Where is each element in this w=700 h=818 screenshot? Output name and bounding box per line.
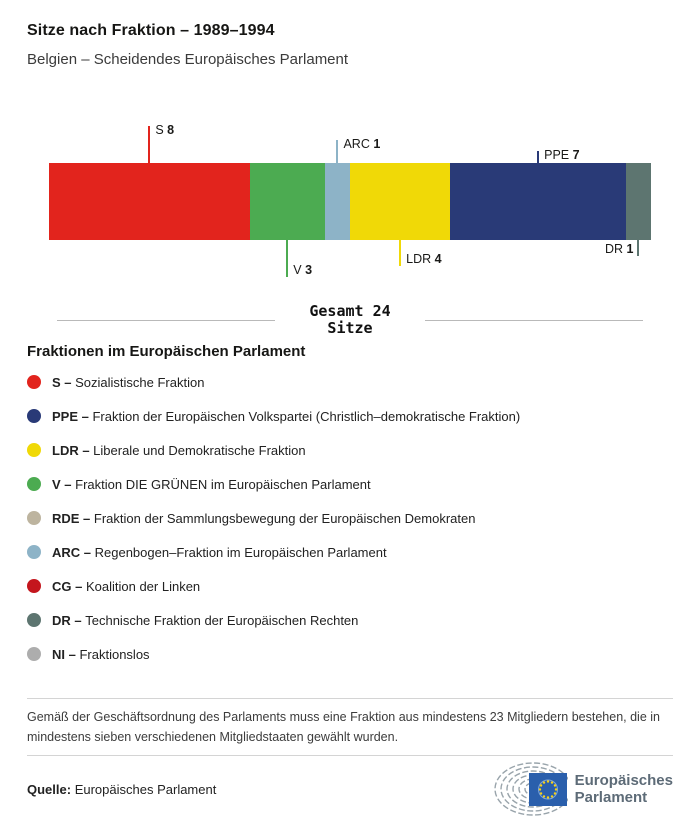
legend-item-ni	[27, 637, 673, 671]
source-text: Europäisches Parlament	[74, 781, 217, 797]
divider-bottom	[27, 755, 673, 756]
ep-hemicycle-flag-icon	[490, 761, 568, 817]
legend-swatch-rde-icon	[27, 511, 41, 525]
legend-swatch-cg-icon	[27, 579, 41, 593]
legend-item-ldr	[27, 433, 673, 467]
ep-logo-line2: Parlament	[574, 789, 648, 806]
source-label: Quelle:	[27, 781, 72, 797]
legend-item-arc	[27, 535, 673, 569]
legend-swatch-dr-icon	[27, 613, 41, 627]
total-seats-label	[275, 303, 424, 337]
seat-label-v: V 3	[293, 263, 313, 277]
legend-item-v	[27, 467, 673, 501]
legend-label-s: S – Sozialistische Fraktion	[52, 374, 205, 390]
legend-swatch-ppe-icon	[27, 409, 41, 423]
legend-swatch-v-icon	[27, 477, 41, 491]
seat-label-ldr: LDR 4	[406, 252, 442, 266]
legend-heading: Fraktionen im Europäischen Parlament	[27, 343, 306, 360]
ep-logo-text	[575, 772, 673, 806]
bar-segment-v	[250, 163, 325, 240]
bar-segment-arc	[325, 163, 350, 240]
source-row	[27, 761, 673, 817]
legend-item-dr	[27, 603, 673, 637]
legend-item-ppe	[27, 399, 673, 433]
total-rule-right	[425, 320, 643, 321]
page-subtitle: Belgien – Scheidendes Europäisches Parlament	[27, 51, 349, 68]
ep-logo	[490, 761, 673, 817]
bar-segment-s	[49, 163, 250, 240]
legend-label-arc: ARC – Regenbogen–Fraktion im Europäischen Parlament	[52, 544, 387, 560]
total-rule-left	[57, 320, 275, 321]
legend-swatch-ni-icon	[27, 647, 41, 661]
legend-label-rde: RDE – Fraktion der Sammlungsbewegung der Europäischen Demokraten	[52, 510, 476, 526]
bar-segment-ppe	[450, 163, 626, 240]
seat-chart	[49, 115, 651, 280]
legend-swatch-ldr-icon	[27, 443, 41, 457]
seat-label-arc: ARC 1	[343, 137, 381, 151]
legend-label-ldr: LDR – Liberale und Demokratische Fraktion	[52, 442, 306, 458]
legend-swatch-s-icon	[27, 375, 41, 389]
page-title: Sitze nach Fraktion – 1989–1994	[27, 22, 275, 39]
legend-item-s	[27, 365, 673, 399]
divider-top	[27, 698, 673, 699]
bar-segment-dr	[626, 163, 651, 240]
legend-item-cg	[27, 569, 673, 603]
bar-segment-ldr	[350, 163, 450, 240]
legend-label-v: V – Fraktion DIE GRÜNEN im Europäischen Parlament	[52, 476, 371, 492]
seat-label-ppe: PPE 7	[544, 148, 580, 162]
legend-label-cg: CG – Koalition der Linken	[52, 578, 201, 594]
ep-logo-line1: Europäisches	[574, 772, 673, 789]
legend-label-dr: DR – Technische Fraktion der Europäischen Rechten	[52, 612, 359, 628]
legend-swatch-arc-icon	[27, 545, 41, 559]
seat-bar	[49, 163, 651, 240]
footnote: Gemäß der Geschäftsordnung des Parlaments muss eine Fraktion aus mindestens 23 Mitgliedern bestehen, die in mindestens sieben verschiedenen Mitgliedstaaten gewählt wurden.	[27, 710, 660, 744]
total-seats	[57, 303, 643, 337]
legend-label-ppe: PPE – Fraktion der Europäischen Volkspartei (Christlich–demokratische Fraktion)	[52, 408, 521, 424]
legend-item-rde	[27, 501, 673, 535]
total-seats-line2: Sitze	[327, 319, 373, 337]
source	[27, 782, 216, 797]
legend-list	[27, 365, 673, 671]
seat-label-s: S 8	[155, 123, 175, 137]
total-seats-line1: Gesamt 24	[309, 302, 391, 320]
seat-label-dr: DR 1	[604, 242, 634, 256]
legend-label-ni: NI – Fraktionslos	[52, 646, 150, 662]
